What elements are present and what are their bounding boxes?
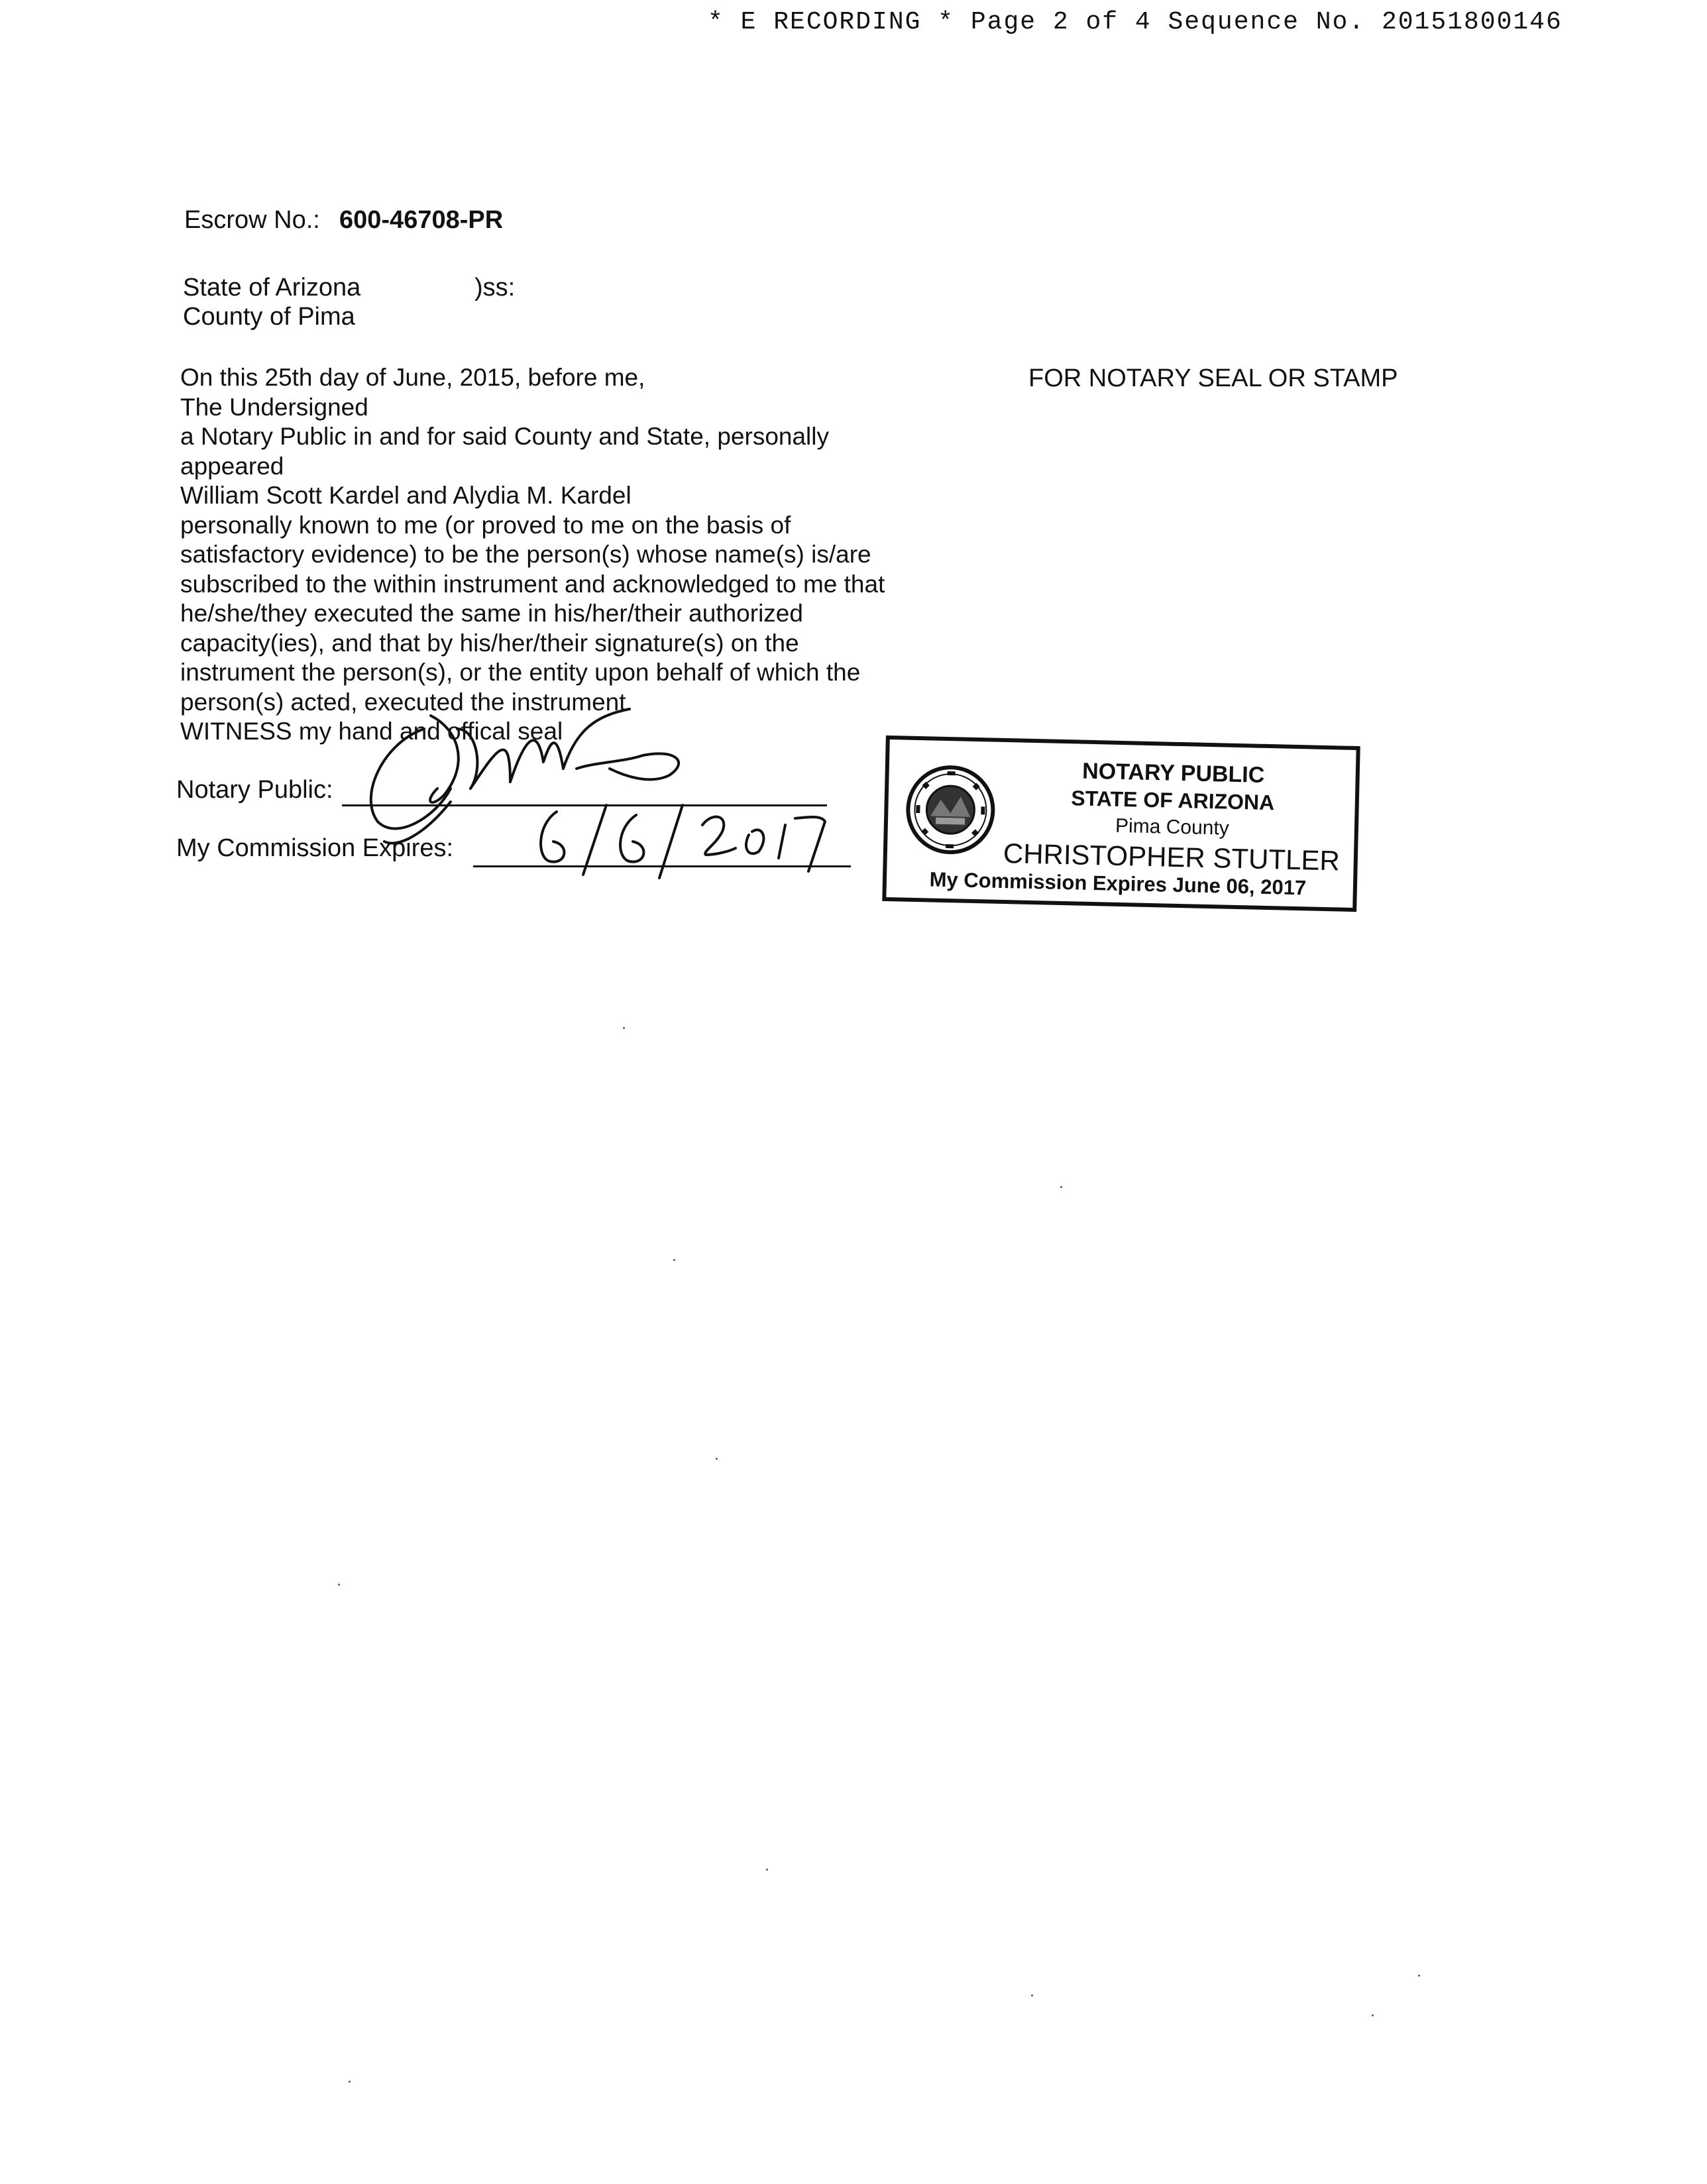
venue-state: State of Arizona	[183, 274, 361, 301]
arizona-state-seal-icon	[903, 763, 998, 857]
scan-speck	[338, 1584, 340, 1586]
ack-line: person(s) acted, executed the instrument	[180, 688, 626, 716]
scan-speck	[623, 1027, 625, 1029]
scan-speck	[766, 1869, 768, 1871]
scan-speck	[349, 2081, 351, 2083]
ack-line: WITNESS my hand and offical seal	[180, 718, 563, 745]
commission-date-handwritten	[530, 798, 835, 885]
recording-header: * E RECORDING * Page 2 of 4 Sequence No. 20151800146	[708, 8, 1563, 36]
seal-caption: FOR NOTARY SEAL OR STAMP	[1028, 364, 1398, 392]
stamp-state: STATE OF ARIZONA	[1070, 786, 1275, 815]
ack-line: On this 25th day of June, 2015, before me,	[180, 364, 645, 391]
ack-line: personally known to me (or proved to me on the basis of	[180, 511, 791, 539]
commission-expires-label: My Commission Expires:	[176, 834, 454, 862]
stamp-county: Pima County	[1115, 814, 1230, 840]
stamp-notary-name: CHRISTOPHER STUTLER	[1003, 837, 1341, 877]
scan-speck	[1031, 1994, 1033, 1996]
venue-ss: )ss:	[474, 274, 516, 301]
ack-line: a Notary Public in and for said County and State, personally	[180, 423, 830, 450]
scan-speck	[716, 1458, 718, 1460]
escrow-label: Escrow No.:	[184, 206, 320, 234]
scan-speck	[1372, 2014, 1374, 2016]
ack-line: he/she/they executed the same in his/her/their authorized	[180, 600, 803, 627]
ack-line: William Scott Kardel and Alydia M. Kardel	[180, 482, 632, 509]
scan-speck	[673, 1259, 675, 1261]
notary-stamp	[882, 736, 1360, 912]
notary-public-label: Notary Public:	[176, 776, 333, 804]
ack-line: satisfactory evidence) to be the person(s) whose name(s) is/are	[180, 541, 871, 568]
stamp-title: NOTARY PUBLIC	[1081, 758, 1265, 788]
venue-county: County of Pima	[183, 303, 355, 331]
ack-line: instrument the person(s), or the entity upon behalf of which the	[180, 659, 861, 686]
stamp-expiration: My Commission Expires June 06, 2017	[929, 867, 1307, 900]
ack-line: The Undersigned	[180, 393, 368, 421]
scan-speck	[1060, 1186, 1062, 1188]
scan-speck	[1418, 1975, 1420, 1977]
ack-line: subscribed to the within instrument and acknowledged to me that	[180, 570, 885, 598]
ack-line: capacity(ies), and that by his/her/their signature(s) on the	[180, 629, 799, 657]
escrow-number: 600-46708-PR	[339, 206, 504, 234]
ack-line: appeared	[180, 452, 284, 480]
